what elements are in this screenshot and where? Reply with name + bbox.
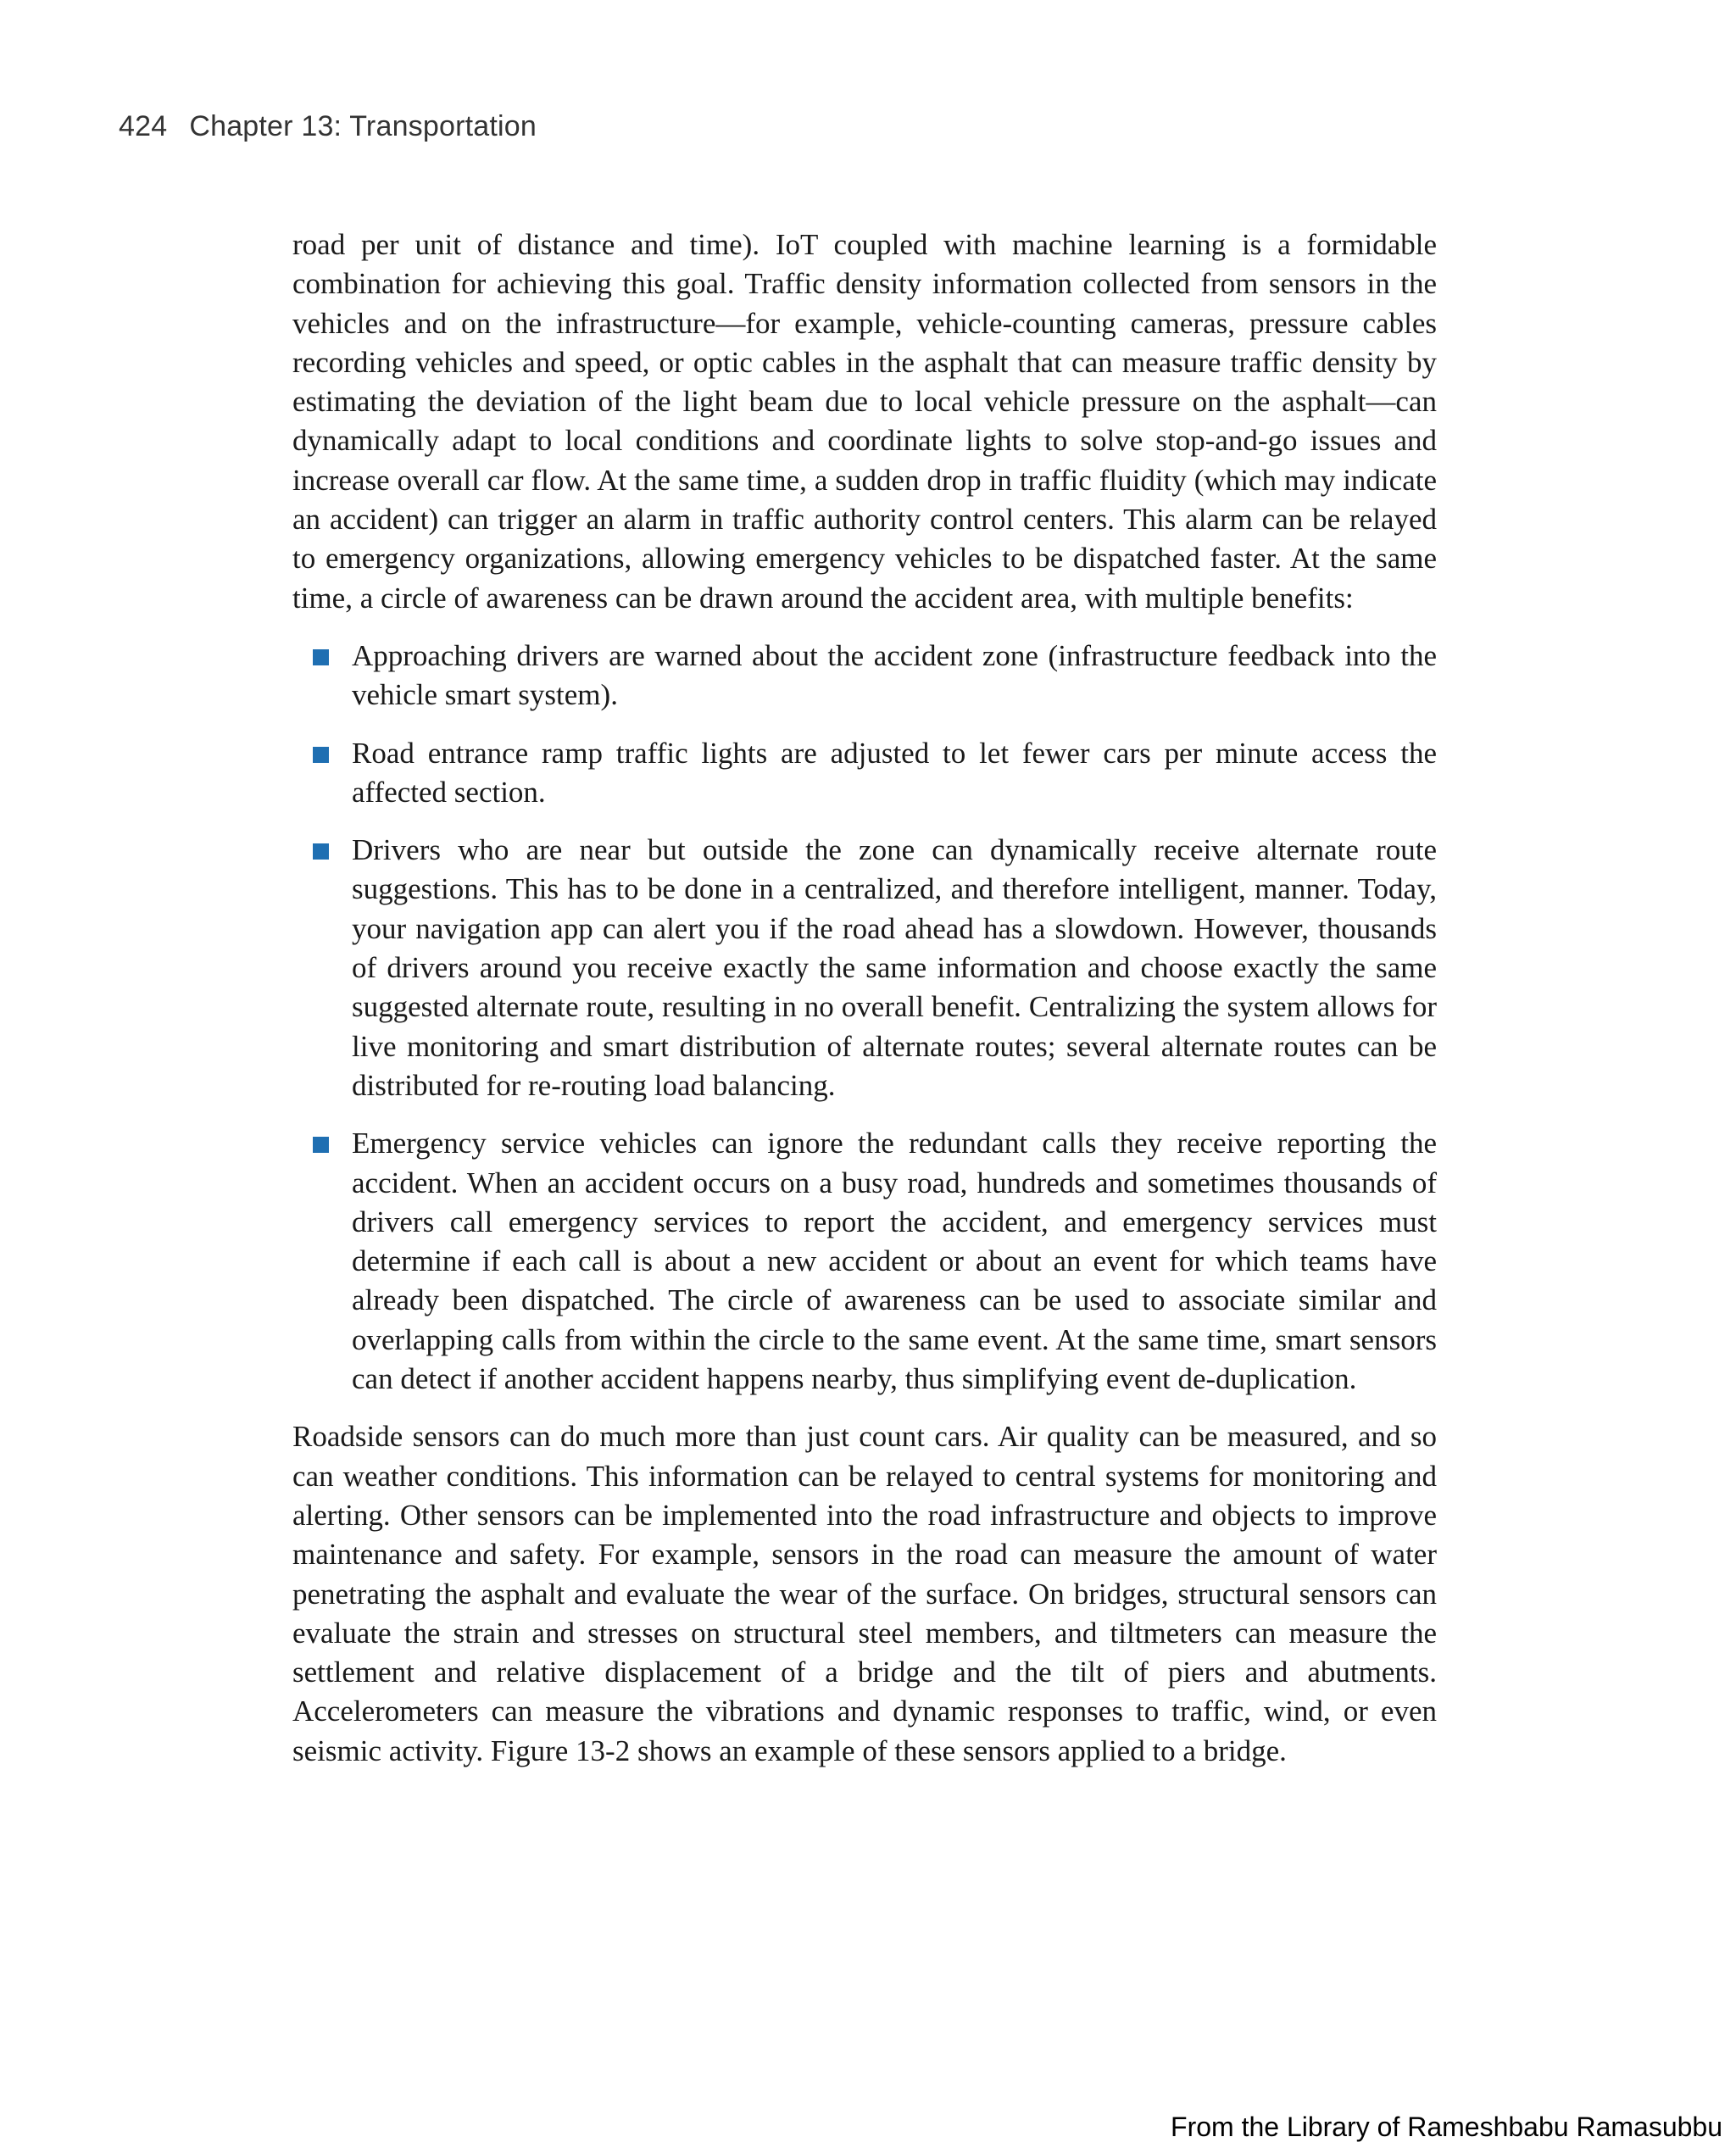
bullet-list: [292, 637, 1437, 1399]
list-item: [292, 637, 1437, 715]
list-item: [292, 1124, 1437, 1399]
square-bullet-icon: [313, 1137, 329, 1153]
list-item: [292, 734, 1437, 813]
library-credit: From the Library of Rameshbabu Ramasubbu: [1171, 2112, 1722, 2142]
list-item: [292, 831, 1437, 1105]
body-text: [292, 225, 1437, 1771]
square-bullet-icon: [313, 747, 329, 763]
list-item-text: Drivers who are near but outside the zone can dynamically receive alternate route suggestions. This has to be done in a centralized, and therefore intelligent, manner. Today, your navigation app can alert you if the road ahead has a slowdown. However, thousands of drivers around you receive exactly the same information and choose exactly the same suggested alternate route, resulting in no overall benefit. Centralizing the system allows for live monitoring and smart distribution of alternate routes; several alternate routes can be distributed for re-routing load balancing.: [352, 833, 1437, 1102]
page-number: 424: [119, 110, 168, 142]
square-bullet-icon: [313, 649, 329, 665]
square-bullet-icon: [313, 843, 329, 860]
running-head: [119, 110, 537, 143]
closing-paragraph: Roadside sensors can do much more than just count cars. Air quality can be measured, and so can weather conditions. This information can be relayed to central systems for monitoring and alerting. Other sensors can be implemented into the road infrastructure and objects to improve maintenance and safety. For example, sensors in the road can measure the amount of water penetrating the asphalt and evaluate the wear of the surface. On bridges, structural sensors can evaluate the strain and stresses on structural steel members, and tiltmeters can measure the settlement and relative displacement of a bridge and the tilt of piers and abutments. Accelerometers can measure the vibrations and dynamic responses to traffic, wind, or even seismic activity. Figure 13-2 shows an example of these sensors applied to a bridge.: [292, 1420, 1437, 1767]
list-item-text: Road entrance ramp traffic lights are adjusted to let fewer cars per minute access the affected section.: [352, 736, 1437, 809]
intro-paragraph: road per unit of distance and time). IoT coupled with machine learning is a formidable combination for achieving this goal. Traffic density information collected from sensors in the vehicles and on the infrastructure—for example, vehicle-counting cameras, pressure cables recording vehicles and speed, or optic cables in the asphalt that can measure traffic density by estimating the deviation of the light beam due to local vehicle pressure on the asphalt—can dynamically adapt to local conditions and coordinate lights to solve stop-and-go issues and increase overall car flow. At the same time, a sudden drop in traffic fluidity (which may indicate an accident) can trigger an alarm in traffic authority control centers. This alarm can be relayed to emergency organizations, allowing emergency vehicles to be dispatched faster. At the same time, a circle of awareness can be drawn around the accident area, with multiple benefits:: [292, 228, 1437, 615]
list-item-text: Approaching drivers are warned about the accident zone (infrastructure feedback into the vehicle smart system).: [352, 638, 1437, 712]
list-item-text: Emergency service vehicles can ignore the redundant calls they receive reporting the accident. When an accident occurs on a busy road, hundreds and sometimes thousands of drivers call emergency services to report the accident, and emergency services must determine if each call is about a new accident or about an event for which teams have already been dispatched. The circle of awareness can be used to associate similar and overlapping calls from within the circle to the same event. At the same time, smart sensors can detect if another accident happens nearby, thus simplifying event de-duplication.: [352, 1127, 1437, 1396]
chapter-title: Chapter 13: Transportation: [189, 110, 537, 142]
